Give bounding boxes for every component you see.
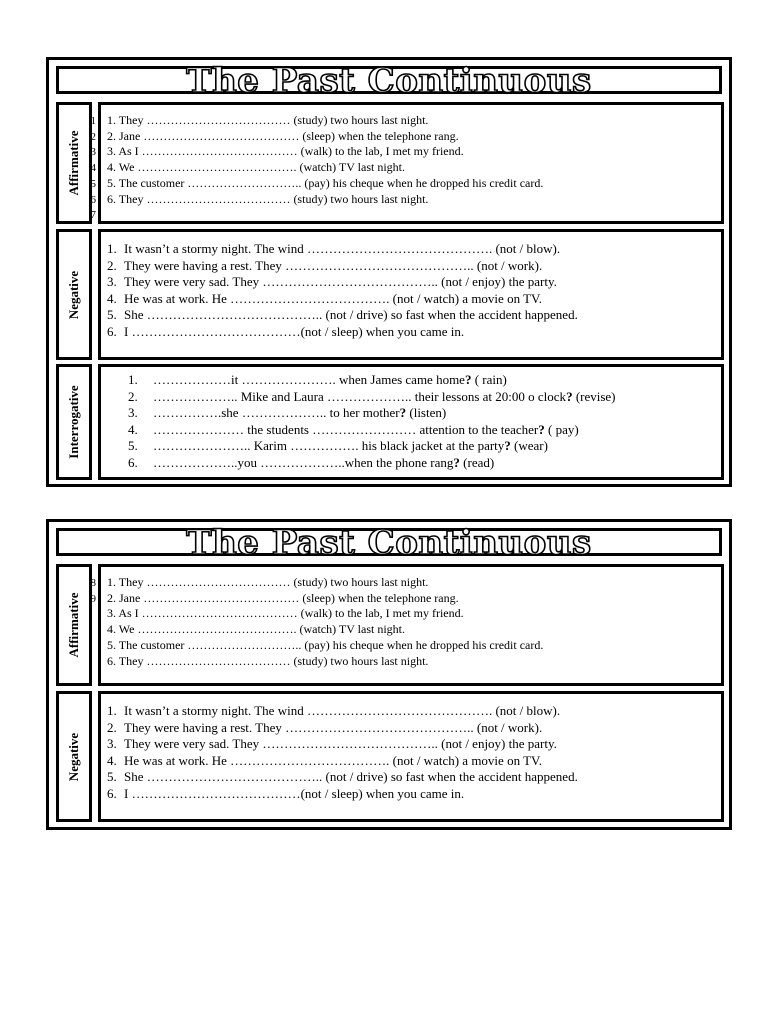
item-number: 3. bbox=[107, 274, 117, 290]
side-number: 1 bbox=[90, 115, 96, 127]
question-mark: ? bbox=[566, 388, 573, 404]
worksheet-1 bbox=[46, 57, 732, 487]
exercise-item bbox=[101, 786, 721, 803]
exercise-item bbox=[101, 274, 721, 291]
item-text: She ………………………………….. (not / drive) so fast when the accident happened. bbox=[124, 769, 578, 785]
worksheet-2 bbox=[46, 519, 732, 830]
side-numbers bbox=[84, 114, 96, 224]
item-hint: (read) bbox=[459, 454, 495, 470]
item-text: He was at work. He ………………………………. (not / watch) a movie on TV. bbox=[124, 290, 542, 306]
exercise-item: 2. Jane ………………………………… (sleep) when the telephone rang. bbox=[107, 590, 459, 605]
item-number: 5. bbox=[107, 307, 117, 323]
exercise-item bbox=[101, 307, 721, 324]
negative-label: Negative bbox=[66, 732, 81, 781]
exercise-item bbox=[101, 438, 721, 455]
item-text: ………………..you ………………..when the phone rang bbox=[153, 454, 454, 470]
side-number: 5 bbox=[90, 177, 96, 190]
exercise-item bbox=[101, 324, 721, 341]
item-number: 6. bbox=[128, 454, 138, 470]
exercise-item bbox=[101, 241, 721, 258]
item-text: ………………….. Karim ……………. his black jacket at the party bbox=[153, 438, 505, 454]
exercise-item bbox=[101, 291, 721, 308]
item-hint: (listen) bbox=[406, 405, 447, 421]
affirmative-list bbox=[101, 113, 721, 207]
exercise-item: 1. They ……………………………… (study) two hours last night. bbox=[107, 575, 429, 589]
affirmative-label: Affirmative bbox=[66, 130, 81, 196]
item-text: They were having a rest. They …………………………………….. (not / work). bbox=[124, 257, 543, 273]
item-number: 4. bbox=[107, 752, 117, 768]
question-mark: ? bbox=[504, 438, 511, 454]
item-number: 2. bbox=[128, 388, 138, 404]
exercise-item bbox=[101, 389, 721, 406]
negative-list bbox=[101, 703, 721, 803]
item-hint: (revise) bbox=[572, 388, 616, 404]
exercise-item: 3. As I ………………………………… (walk) to the lab, I met my friend. bbox=[107, 144, 464, 159]
item-number: 5. bbox=[107, 769, 117, 785]
item-number: 5. bbox=[128, 438, 138, 454]
item-number: 1. bbox=[107, 703, 117, 718]
item-text: …………….she ……………….. to her mother bbox=[153, 405, 400, 421]
item-text: She ………………………………….. (not / drive) so fast when the accident happened. bbox=[124, 307, 578, 323]
item-text: ………………it …………………. when James came home bbox=[153, 372, 465, 387]
exercise-item: 3. As I ………………………………… (walk) to the lab, I met my friend. bbox=[107, 606, 464, 621]
item-text: They were very sad. They ………………………………….. (not / enjoy) the party. bbox=[124, 736, 557, 752]
negative-label: Negative bbox=[66, 270, 81, 319]
exercise-item bbox=[101, 422, 721, 439]
negative-box bbox=[98, 229, 724, 360]
exercise-item: 5. The customer ……………………….. (pay) his cheque when he dropped his credit card. bbox=[107, 637, 544, 652]
exercise-item bbox=[101, 769, 721, 786]
exercise-item bbox=[101, 405, 721, 422]
interrogative-label: Interrogative bbox=[66, 385, 81, 459]
affirmative-box bbox=[98, 564, 724, 686]
item-text: It wasn’t a stormy night. The wind ……………………………………. (not / blow). bbox=[124, 703, 561, 718]
side-number: 3 bbox=[90, 146, 96, 159]
affirmative-label: Affirmative bbox=[66, 592, 81, 658]
worksheet-title: The Past Continuous bbox=[186, 61, 592, 101]
exercise-item bbox=[101, 703, 721, 720]
negative-list bbox=[101, 241, 721, 341]
item-number: 1. bbox=[107, 241, 117, 256]
item-hint: (wear) bbox=[510, 438, 548, 454]
item-number: 2. bbox=[107, 257, 117, 273]
negative-box bbox=[98, 691, 724, 822]
negative-label-box bbox=[56, 691, 92, 822]
item-number: 6. bbox=[107, 785, 117, 801]
interrogative-label-box bbox=[56, 364, 92, 480]
item-hint: ( pay) bbox=[544, 421, 579, 437]
exercise-item bbox=[101, 258, 721, 275]
item-text: They were having a rest. They …………………………………….. (not / work). bbox=[124, 719, 543, 735]
exercise-item bbox=[101, 720, 721, 737]
item-number: 4. bbox=[107, 290, 117, 306]
item-number: 1. bbox=[128, 372, 138, 387]
side-number: 2 bbox=[90, 130, 96, 143]
interrogative-list bbox=[101, 372, 721, 472]
affirmative-list bbox=[101, 575, 721, 669]
side-number: 6 bbox=[90, 193, 96, 206]
question-mark: ? bbox=[399, 405, 407, 421]
exercise-item: 2. Jane ………………………………… (sleep) when the telephone rang. bbox=[107, 128, 459, 143]
title-bar bbox=[56, 523, 722, 563]
item-hint: ( rain) bbox=[471, 372, 507, 387]
exercise-item bbox=[101, 372, 721, 389]
exercise-item: 6. They ……………………………… (study) two hours last night. bbox=[107, 191, 429, 206]
item-text: He was at work. He ………………………………. (not / watch) a movie on TV. bbox=[124, 752, 542, 768]
side-number: 7 bbox=[90, 209, 96, 222]
item-number: 2. bbox=[107, 719, 117, 735]
exercise-item: 5. The customer ……………………….. (pay) his cheque when he dropped his credit card. bbox=[107, 175, 544, 190]
item-text: ………………… the students …………………… attention to the teacher bbox=[153, 421, 539, 437]
item-text: I …………………………………(not / sleep) when you came in. bbox=[124, 785, 465, 801]
negative-label-box bbox=[56, 229, 92, 360]
item-text: I …………………………………(not / sleep) when you came in. bbox=[124, 323, 465, 339]
affirmative-box bbox=[98, 102, 724, 224]
exercise-item: 4. We …………………………………. (watch) TV last night. bbox=[107, 160, 406, 175]
item-number: 6. bbox=[107, 323, 117, 339]
question-mark: ? bbox=[464, 372, 472, 387]
exercise-item: 4. We …………………………………. (watch) TV last night. bbox=[107, 622, 406, 637]
item-text: They were very sad. They ………………………………….. (not / enjoy) the party. bbox=[124, 274, 557, 290]
exercise-item: 1. They ……………………………… (study) two hours last night. bbox=[107, 113, 429, 127]
exercise-item bbox=[101, 455, 721, 472]
worksheet-title: The Past Continuous bbox=[186, 523, 592, 563]
side-number: 8 bbox=[90, 577, 96, 589]
item-number: 4. bbox=[128, 421, 138, 437]
exercise-item bbox=[101, 753, 721, 770]
exercise-item bbox=[101, 736, 721, 753]
side-numbers bbox=[84, 576, 96, 607]
question-mark: ? bbox=[538, 421, 545, 437]
item-text: ……………….. Mike and Laura ……………….. their lessons at 20:00 o clock bbox=[153, 388, 567, 404]
interrogative-box bbox=[98, 364, 724, 480]
title-bar bbox=[56, 61, 722, 101]
item-text: It wasn’t a stormy night. The wind ……………………………………. (not / blow). bbox=[124, 241, 561, 256]
side-number: 9 bbox=[90, 592, 96, 605]
question-mark: ? bbox=[453, 454, 460, 470]
exercise-item: 6. They ……………………………… (study) two hours last night. bbox=[107, 653, 429, 668]
item-number: 3. bbox=[128, 405, 138, 421]
side-number: 4 bbox=[90, 162, 96, 175]
item-number: 3. bbox=[107, 736, 117, 752]
